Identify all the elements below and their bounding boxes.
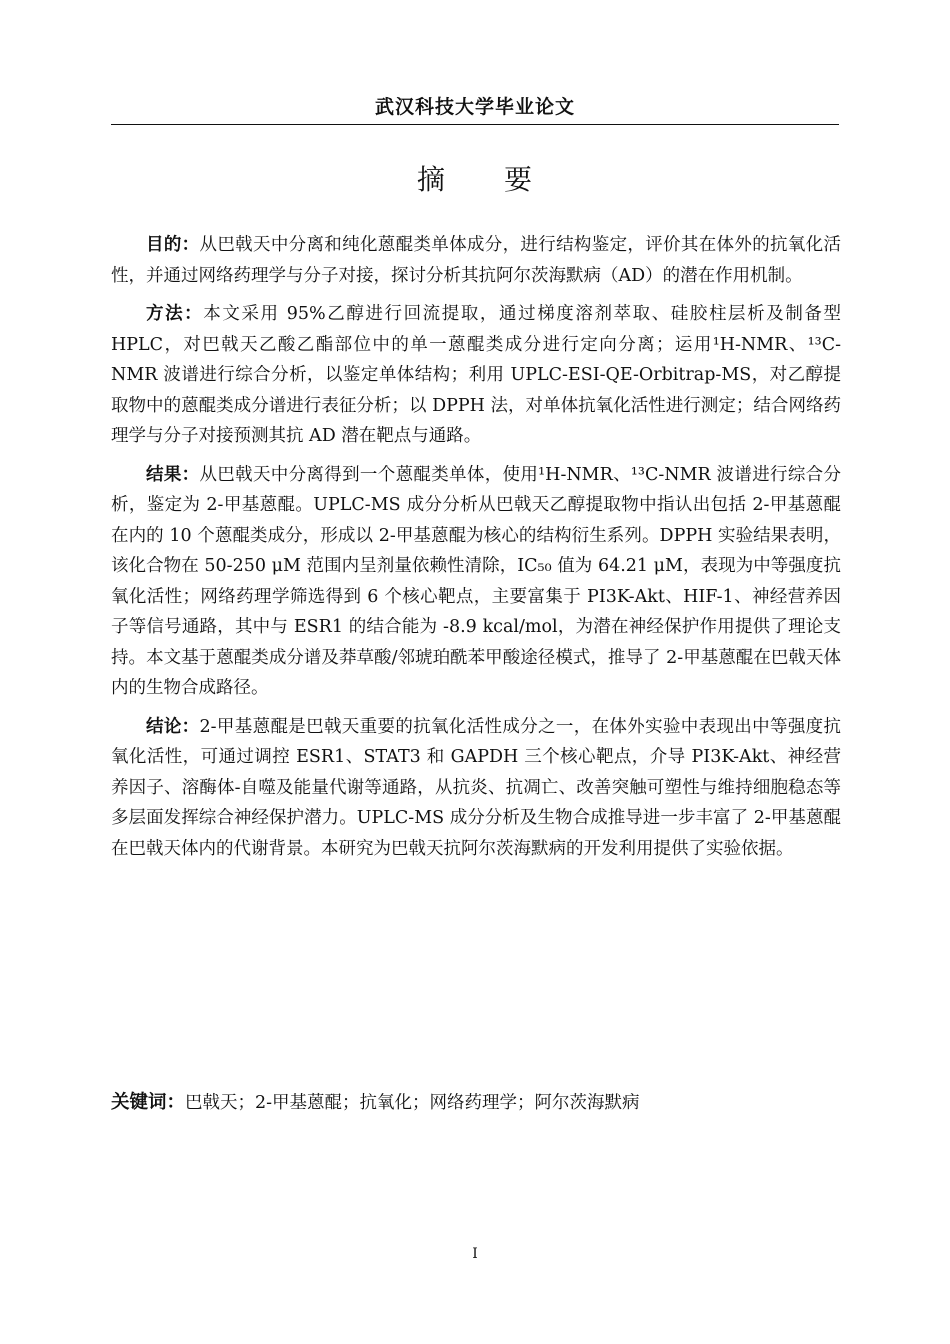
conclusion-paragraph: [111, 712, 841, 865]
results-text: 从巴戟天中分离得到一个蒽醌类单体，使用¹H-NMR、¹³C-NMR 波谱进行综合分析，鉴定为 2-甲基蒽醌。UPLC-MS 成分分析从巴戟天乙醇提取物中指认出包括 2-甲基蒽醌在内的 10 个蒽醌类成分，形成以 2-甲基蒽醌为核心的结构衍生系列。DPPH 实验结果表明，该化合物在 50-250 μM 范围内呈剂量依赖性清除，IC₅₀ 值为 64.21 μM，表现为中等强度抗氧化活性；网络药理学筛选得到 6 个核心靶点，主要富集于 PI3K-Akt、HIF-1、神经营养因子等信号通路，其中与 ESR1 的结合能为 -8.9 kcal/mol，为潜在神经保护作用提供了理论支持。本文基于蒽醌类成分谱及莽草酸/邻琥珀酰苯甲酸途径模式，推导了 2-甲基蒽醌在巴戟天体内的生物合成路径。: [111, 464, 842, 698]
abstract-title-char-1: 摘: [416, 163, 446, 196]
abstract-body: [111, 230, 841, 864]
header-divider: [111, 124, 839, 125]
document-header: 武汉科技大学毕业论文: [374, 96, 575, 118]
conclusion-text: 2-甲基蒽醌是巴戟天重要的抗氧化活性成分之一，在体外实验中表现出中等强度抗氧化活性，可通过调控 ESR1、STAT3 和 GAPDH 三个核心靶点，介导 PI3K-Akt、神经营养因子、溶酶体-自噬及能量代谢等通路，从抗炎、抗凋亡、改善突触可塑性与维持细胞稳态等多层面发挥综合神经保护潜力。UPLC-MS 成分分析及生物合成推导进一步丰富了 2-甲基蒽醌在巴戟天体内的代谢背景。本研究为巴戟天抗阿尔茨海默病的开发利用提供了实验依据。: [111, 716, 842, 859]
objective-paragraph: [111, 230, 841, 291]
abstract-title-char-2: 要: [504, 163, 534, 196]
conclusion-label: 结论：: [146, 716, 200, 737]
keywords-line: [111, 1088, 841, 1118]
keywords-text: 巴戟天；2-甲基蒽醌；抗氧化；网络药理学；阿尔茨海默病: [185, 1093, 640, 1113]
methods-paragraph: [111, 299, 841, 452]
methods-label: 方法：: [146, 304, 204, 324]
objective-label: 目的：: [146, 235, 200, 255]
results-label: 结果：: [146, 464, 200, 485]
objective-text: 从巴戟天中分离和纯化蒽醌类单体成分，进行结构鉴定，评价其在体外的抗氧化活性，并通过网络药理学与分子对接，探讨分析其抗阿尔茨海默病（AD）的潜在作用机制。: [111, 235, 842, 286]
abstract-title: [111, 160, 839, 200]
page-number: I: [472, 1246, 478, 1262]
keywords-label: 关键词：: [111, 1092, 186, 1113]
results-paragraph: [111, 460, 841, 704]
methods-text: 本文采用 95%乙醇进行回流提取，通过梯度溶剂萃取、硅胶柱层析及制备型 HPLC，对巴戟天乙酸乙酯部位中的单一蒽醌类成分进行定向分离；运用¹H-NMR、¹³C-NMR 波谱进行综合分析，以鉴定单体结构；利用 UPLC-ESI-QE-Orbitrap-MS，对乙醇提取物中的蒽醌类成分谱进行表征分析；以 DPPH 法，对单体抗氧化活性进行测定；结合网络药理学与分子对接预测其抗 AD 潜在靶点与通路。: [111, 304, 841, 446]
